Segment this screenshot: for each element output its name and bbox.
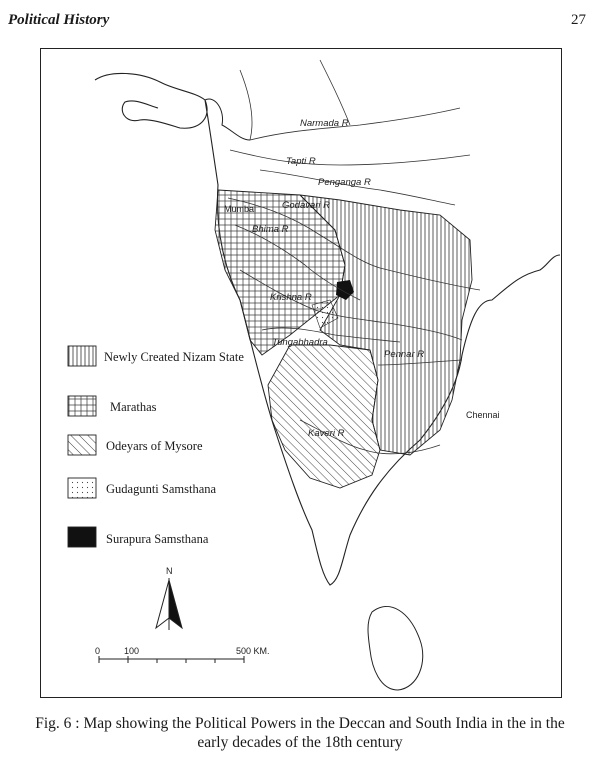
svg-text:0: 0 xyxy=(95,646,101,656)
legend-item-mysore xyxy=(68,435,203,455)
sri-lanka xyxy=(368,607,423,690)
label-tapti: Tapti R xyxy=(286,156,316,167)
svg-text:Odeyars of Mysore: Odeyars of Mysore xyxy=(106,439,203,453)
page-number: 27 xyxy=(571,12,586,28)
label-bhima: Bhima R xyxy=(252,224,289,235)
svg-text:Marathas: Marathas xyxy=(110,400,157,414)
running-head: Political History xyxy=(8,12,110,28)
svg-text:Newly Created Nizam State: Newly Created Nizam State xyxy=(104,350,244,364)
svg-text:Surapura Samsthana: Surapura Samsthana xyxy=(106,532,209,546)
svg-text:Gudagunti Samsthana: Gudagunti Samsthana xyxy=(106,482,217,496)
label-penganga: Penganga R xyxy=(318,177,371,188)
label-tungabhadra: Tungabhadra xyxy=(272,337,328,348)
figure-caption xyxy=(20,714,580,752)
svg-text:N: N xyxy=(166,566,173,576)
caption-line-1: Fig. 6 : Map showing the Political Powers in the Deccan and South India in the in the xyxy=(35,715,565,732)
gulf-coast xyxy=(205,99,250,140)
label-narmada: Narmada R xyxy=(300,118,349,129)
city-mumbai: Mumbai xyxy=(224,204,257,214)
legend-item-nizam xyxy=(68,346,244,366)
label-godavari: Godavari R xyxy=(282,200,331,211)
svg-text:100: 100 xyxy=(124,646,140,656)
region-mysore xyxy=(268,345,380,488)
legend-item-surapura xyxy=(68,527,209,547)
legend xyxy=(68,346,244,547)
legend-item-marathas xyxy=(68,396,157,416)
label-kaveri: Kaveri R xyxy=(308,428,345,439)
label-krishna: Krishna R xyxy=(270,292,312,303)
label-pennar: Pennar R xyxy=(384,349,425,360)
north-arrow xyxy=(156,566,182,630)
city-chennai: Chennai xyxy=(466,410,500,420)
svg-text:500 KM.: 500 KM. xyxy=(236,646,270,656)
legend-item-gudagunti xyxy=(68,478,217,498)
caption-line-2: early decades of the 18th century xyxy=(197,734,403,751)
scale-bar xyxy=(95,646,270,663)
